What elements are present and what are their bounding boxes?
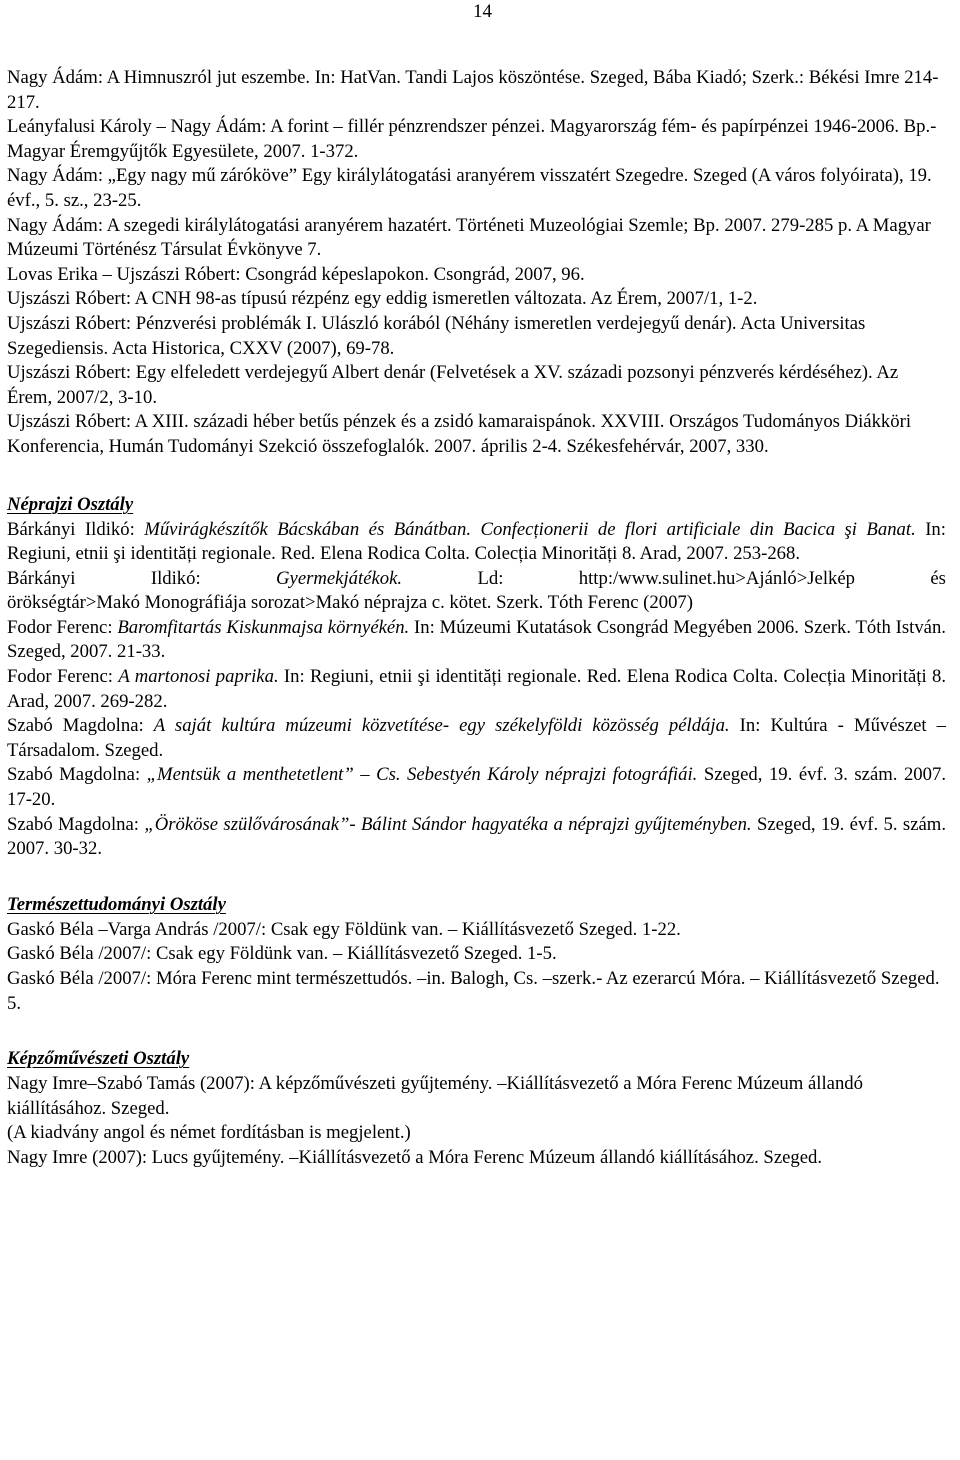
bibliography-entry: Gaskó Béla /2007/: Móra Ferenc mint természettudós. –in. Balogh, Cs. –szerk.- Az ezerarcú Móra. – Kiállításvezető Szeged. 5. — [7, 968, 940, 1014]
bibliography-entry: Bárkányi Ildikó: Művirágkészítők Bácskában és Bánátban. Confecționerii de flori artificiale din Bacica şi Banat. In: Regiuni, etnii şi identități regionale. Red. Elena Rodica Colta. Colecția Minorități 8. Arad, 2007. 253-268. — [7, 518, 946, 565]
bibliography-entry: Szabó Magdolna: A saját kultúra múzeumi közvetítése- egy székelyföldi közösség példája. In: Kultúra - Művészet – Társadalom. Szeged. — [7, 715, 947, 761]
bibliography-entry: Szabó Magdolna: „Mentsük a menthetetlent” – Cs. Sebestyén Károly néprajzi fotográfiái. Szeged, 19. évf. 3. szám. 2007. 17-20. — [7, 764, 946, 811]
bibliography-entry: Ujszászi Róbert: Pénzverési problémák I. Ulászló korából (Néhány ismeretlen verdejegyű denár). Acta Universitas Szegediensis. Acta Historica, CXXV (2007), 69-78. — [7, 312, 866, 359]
bibliography-entry: Ujszászi Róbert: A XIII. századi héber betűs pénzek és a zsidó kamaraispánok. XXVIII. Országos Tudományos Diákköri Konferencia, Humán Tudományi Szekció összefoglalók. 2007. április 2-4. Székesfehérvár, 2007, 330. — [7, 411, 912, 457]
bibliography-entry: Leányfalusi Károly – Nagy Ádám: A forint – fillér pénzrendszer pénzei. Magyarország fém- és papírpénzei 1946-2006. Bp.- Magyar Éremgyűjtők Egyesülete, 2007. 1-372. — [7, 116, 937, 162]
bibliography-entry: Fodor Ferenc: Baromfitartás Kiskunmajsa környékén. In: Múzeumi Kutatások Csongrád Megyében 2006. Szerk. Tóth István. Szeged, 2007. 21-33. — [7, 616, 946, 663]
bibliography-entry: Ujszászi Róbert: A CNH 98-as típusú rézpénz egy eddig ismeretlen változata. Az Érem, 2007/1, 1-2. — [7, 288, 758, 310]
bibliography-entry: Nagy Imre (2007): Lucs gyűjtemény. –Kiállításvezető a Móra Ferenc Múzeum állandó kiállításához. Szeged. — [7, 1146, 823, 1168]
section-kepzomuveszeti — [7, 1046, 946, 1170]
bibliography-entry: Nagy Imre–Szabó Tamás (2007): A képzőművészeti gyűjtemény. –Kiállításvezető a Móra Ferenc Múzeum állandó kiállításához. Szeged. — [7, 1073, 863, 1119]
section-neprajzi — [7, 492, 946, 862]
bibliography-entry: Gaskó Béla /2007/: Csak egy Földünk van. – Kiállításvezető Szeged. 1-5. — [7, 943, 557, 965]
bibliography-entry: Gaskó Béla –Varga András /2007/: Csak egy Földünk van. – Kiállításvezető Szeged. 1-22. — [7, 918, 681, 940]
bibliography-entry: Bárkányi Ildikó: Gyermekjátékok. Ld: http:/www.sulinet.hu>Ajánló>Jelkép és örökségtár>Makó Monográfiája sorozat>Makó néprajza c. kötet. Szerk. Tóth Ferenc (2007) — [7, 567, 946, 614]
section-heading: Képzőművészeti Osztály — [7, 1048, 190, 1070]
document-body — [7, 66, 946, 1171]
bibliography-entry: (A kiadvány angol és német fordításban is megjelent.) — [7, 1122, 411, 1144]
bibliography-entry: Fodor Ferenc: A martonosi paprika. In: Regiuni, etnii şi identități regionale. Red. Elena Rodica Colta. Colecția Minorități 8. Arad, 2007. 269-282. — [7, 666, 947, 712]
publication-list-general — [7, 66, 946, 460]
page-number: 14 — [473, 1, 492, 22]
section-termeszettudomanyi — [7, 892, 946, 1016]
bibliography-entry: Nagy Ádám: „Egy nagy mű záróköve” Egy királylátogatási aranyérem visszatért Szegedre. Szeged (A város folyóirata), 19. évf., 5. sz., 23-25. — [7, 165, 932, 211]
bibliography-entry: Szabó Magdolna: „Örököse szülővárosának”- Bálint Sándor hagyatéka a néprajzi gyűjteményben. Szeged, 19. évf. 5. szám. 2007. 30-32. — [7, 813, 946, 860]
section-heading: Néprajzi Osztály — [7, 493, 134, 515]
bibliography-entry: Ujszászi Róbert: Egy elfeledett verdejegyű Albert denár (Felvetések a XV. századi pozsonyi pénzverés kérdéséhez). Az Érem, 2007/2, 3-10. — [7, 362, 899, 408]
bibliography-entry: Nagy Ádám: A szegedi királylátogatási aranyérem hazatért. Történeti Muzeológiai Szemle; Bp. 2007. 279-285 p. A Magyar Múzeumi Történész Társulat Évkönyve 7. — [7, 214, 931, 261]
section-heading: Természettudományi Osztály — [7, 893, 226, 915]
bibliography-entry: Nagy Ádám: A Himnuszról jut eszembe. In: HatVan. Tandi Lajos köszöntése. Szeged, Bába Kiadó; Szerk.: Békési Imre 214-217. — [7, 67, 939, 113]
bibliography-entry: Lovas Erika – Ujszászi Róbert: Csongrád képeslapokon. Csongrád, 2007, 96. — [7, 263, 585, 285]
